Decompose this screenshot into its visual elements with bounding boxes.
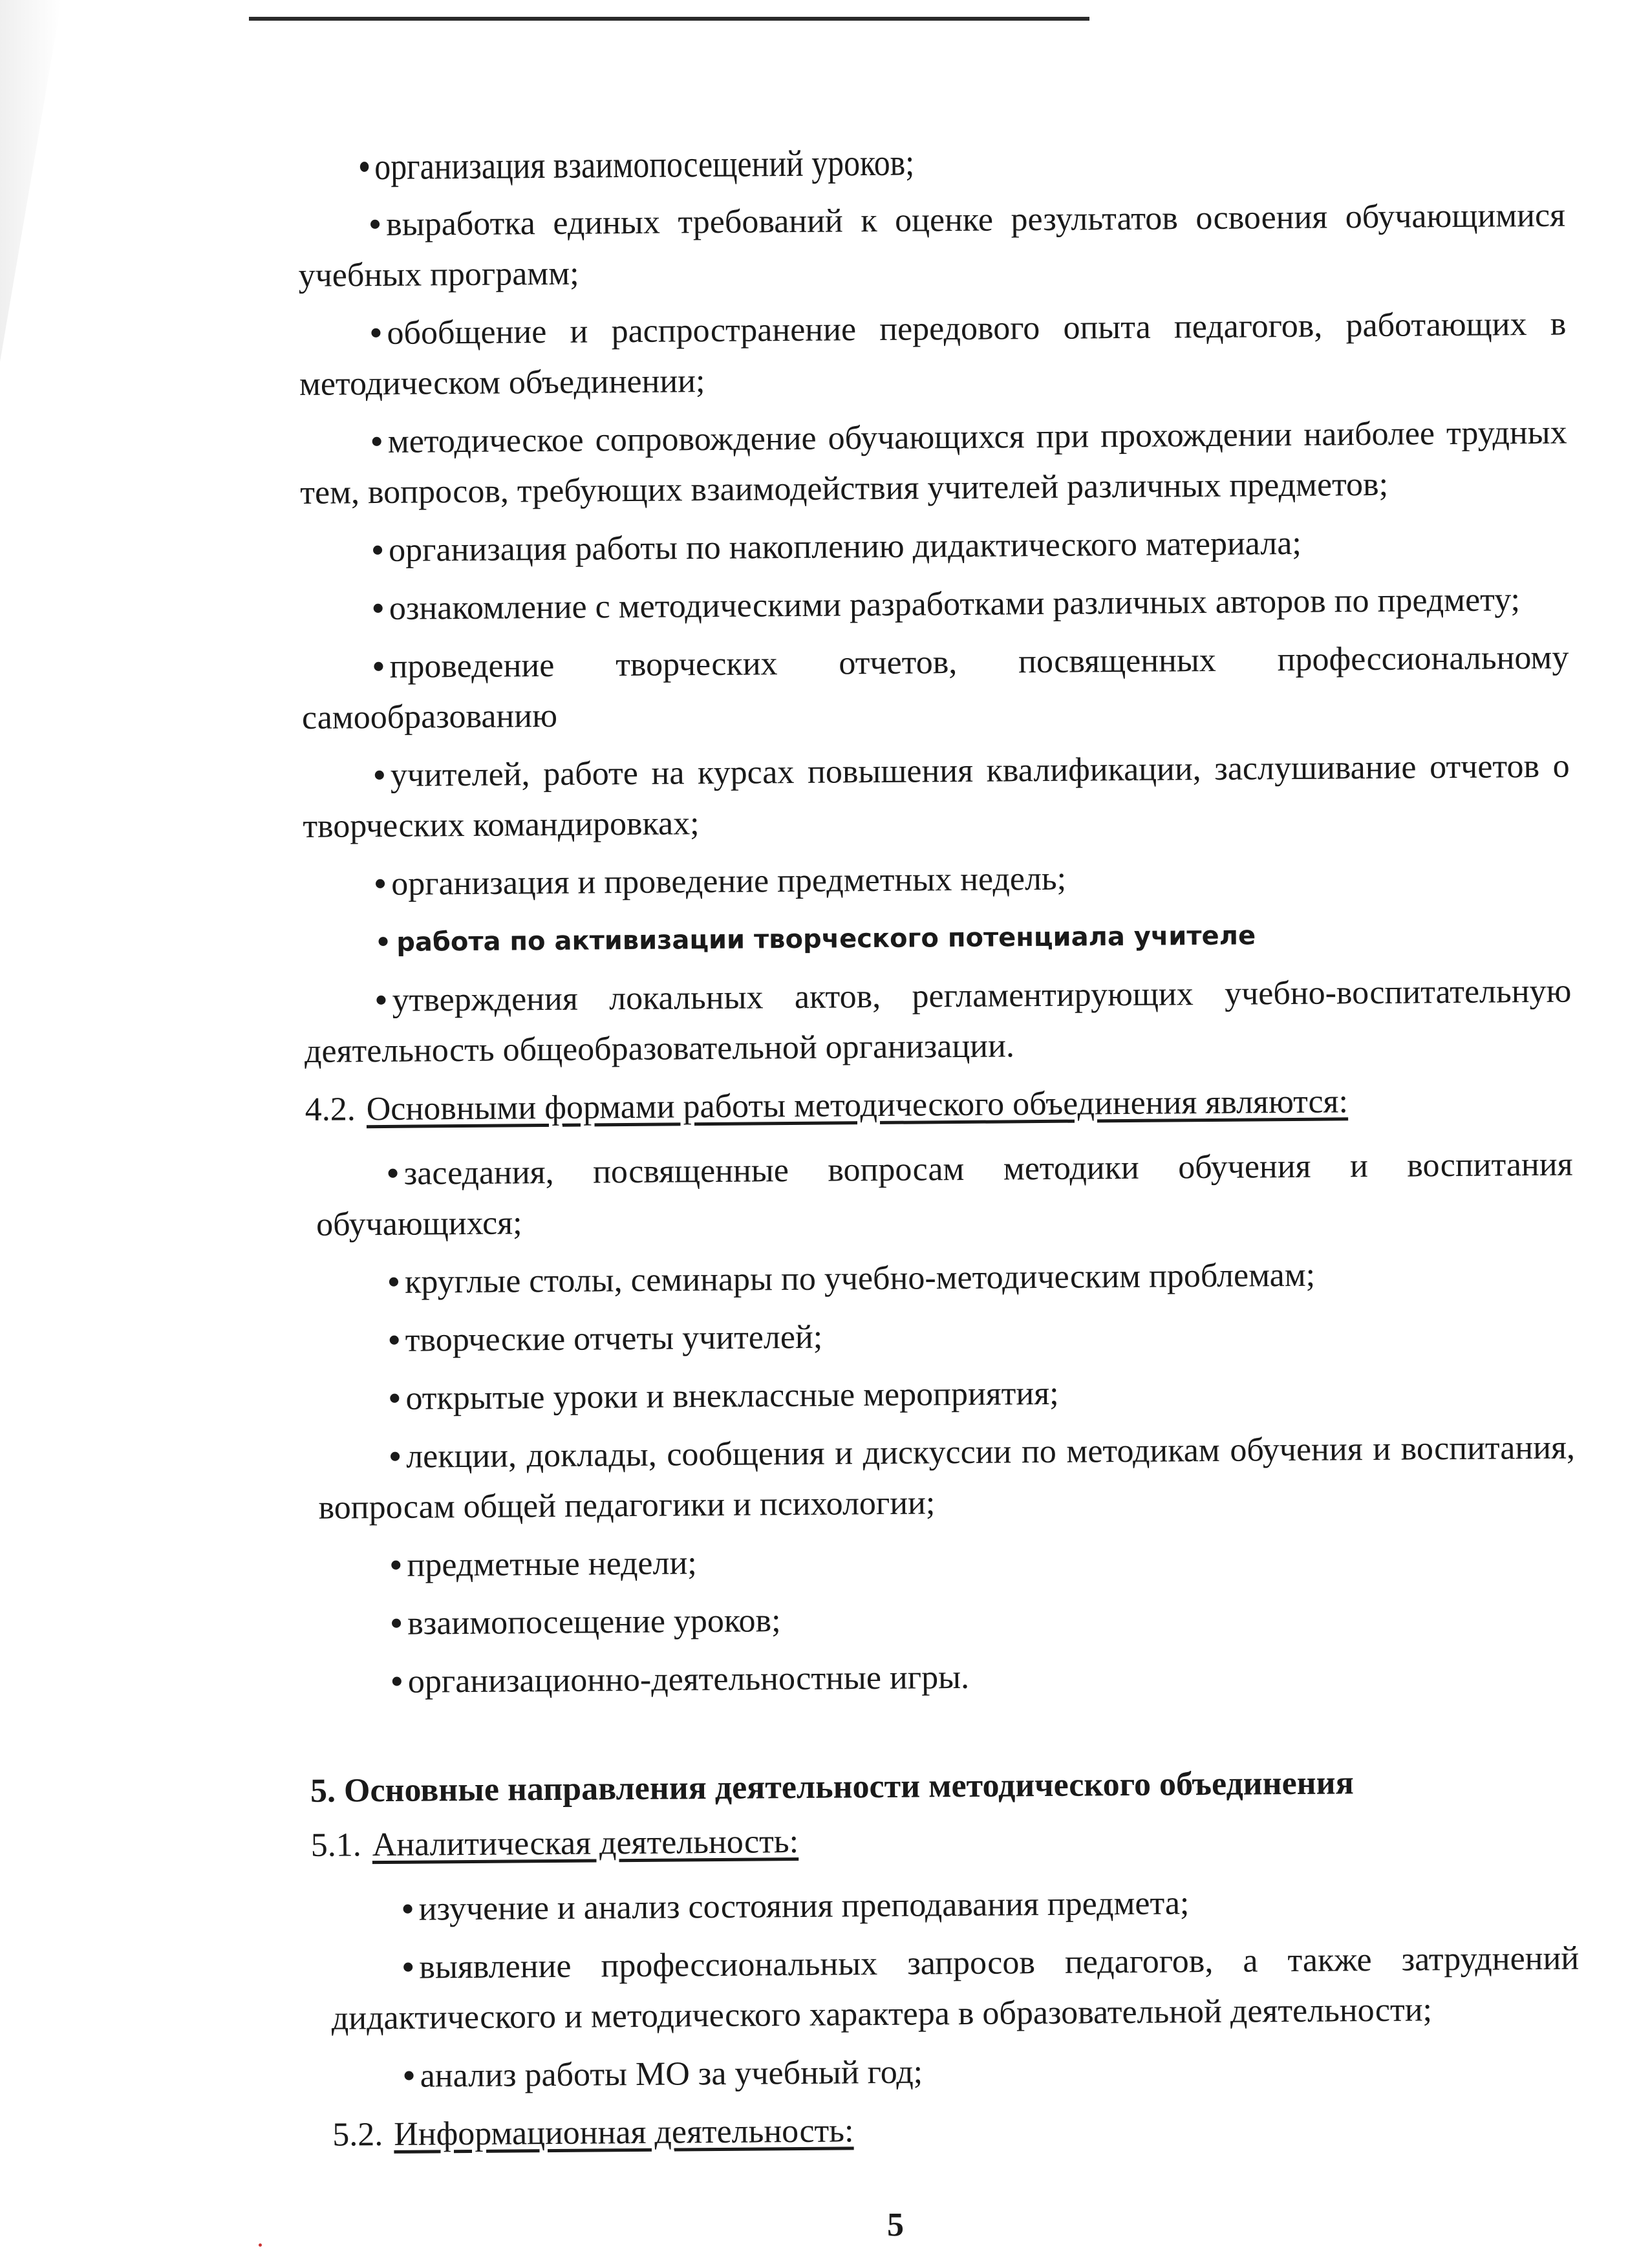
list-item: • выработка единых требований к оценке результатов освоения обучающимися учебных программ;	[298, 197, 1566, 294]
list-item: • ознакомление с методическими разработками различных авторов по предмету;	[372, 581, 1521, 628]
bullet-icon: •	[402, 1949, 414, 1986]
bullet-icon: •	[370, 423, 383, 461]
list-item: • выявление профессиональных запросов педагогов, а также затруднений дидактического и методического характера в образовательной деятельности;	[331, 1940, 1580, 2037]
list-item: • методическое сопровождение обучающихся при прохождении наиболее трудных тем, вопросов, требующих взаимодействия учителей различных предметов;	[300, 414, 1567, 511]
bullet-icon: •	[389, 1380, 401, 1417]
bullet-icon: •	[358, 145, 370, 188]
list-item: • работа по активизации творческого потенциала учителе	[374, 921, 1256, 958]
item-heading-4-2: 4.2. Основными формами работы методического объединения являются:	[305, 1083, 1349, 1128]
bullet-icon: •	[402, 1890, 414, 1928]
list-item: • анализ работы МО за учебный год;	[403, 2053, 923, 2095]
forms-list	[316, 1140, 1577, 1708]
scan-speck	[259, 2243, 262, 2247]
bullet-icon: •	[371, 531, 384, 570]
bullet-icon: •	[372, 590, 385, 628]
item-heading-5-1: 5.1. Аналитическая деятельность:	[310, 1823, 799, 1864]
bullet-icon: •	[389, 1438, 402, 1475]
bullet-icon: •	[370, 314, 382, 352]
bullet-icon: •	[373, 756, 386, 795]
list-item: • организация и проведение предметных недель;	[374, 860, 1067, 903]
bullet-icon: •	[388, 1321, 401, 1359]
page-text	[297, 133, 1580, 2161]
list-item: • учителей, работе на курсах повышения квалификации, заслушивание отчетов о творческих командировках;	[303, 747, 1570, 845]
list-item: • заседания, посвященные вопросам методики обучения и воспитания обучающихся;	[316, 1146, 1573, 1243]
list-item: • изучение и анализ состояния преподавания предмета;	[402, 1885, 1190, 1928]
bullet-icon: •	[390, 1546, 402, 1584]
bullet-icon: •	[372, 648, 385, 686]
list-item: • обобщение и распространение передового опыта педагогов, работающих в методическом объединении;	[299, 305, 1567, 403]
list-item: • открытые уроки и внеклассные мероприятия;	[389, 1375, 1059, 1417]
scan-corner-shadow	[0, 0, 61, 362]
item-heading-5-2: 5.2. Информационная деятельность:	[332, 2112, 854, 2154]
bullet-icon: •	[390, 1605, 403, 1642]
list-item: • утверждения локальных актов, регламентирующих учебно-воспитательную деятельность общеобразовательной организации.	[304, 972, 1572, 1070]
list-item: • предметные недели;	[390, 1545, 697, 1584]
page-number: 5	[887, 2207, 904, 2243]
bullet-icon: •	[369, 206, 381, 244]
list-item: • лекции, доклады, сообщения и дискуссии по методикам обучения и воспитания, вопросам общей педагогики и психологии;	[318, 1429, 1576, 1526]
bullet-icon: •	[387, 1263, 400, 1301]
bullet-icon: •	[374, 927, 392, 958]
bullet-icon: •	[403, 2057, 415, 2095]
list-item: • организация взаимопосещений уроков;	[358, 141, 915, 188]
section-title: 5. Основные направления деятельности методического объединения	[310, 1764, 1354, 1810]
list-item: • организационно-деятельностные игры.	[391, 1658, 970, 1700]
list-item: • взаимопосещение уроков;	[390, 1602, 781, 1642]
scan-edge-line	[249, 17, 1089, 21]
analytics-list	[330, 1876, 1580, 2102]
bullet-icon: •	[387, 1155, 399, 1192]
document-page	[297, 141, 1580, 2175]
list-item: • проведение творческих отчетов, посвященных профессиональному самообразованию	[301, 639, 1569, 736]
list-item: • организация работы по накоплению дидактического материала;	[371, 524, 1302, 570]
list-item: • круглые столы, семинары по учебно-методическим проблемам;	[387, 1256, 1316, 1301]
list-item: • творческие отчеты учителей;	[388, 1318, 823, 1359]
bullet-icon: •	[374, 865, 387, 903]
bullet-icon: •	[391, 1663, 403, 1700]
bullet-icon: •	[375, 981, 387, 1020]
